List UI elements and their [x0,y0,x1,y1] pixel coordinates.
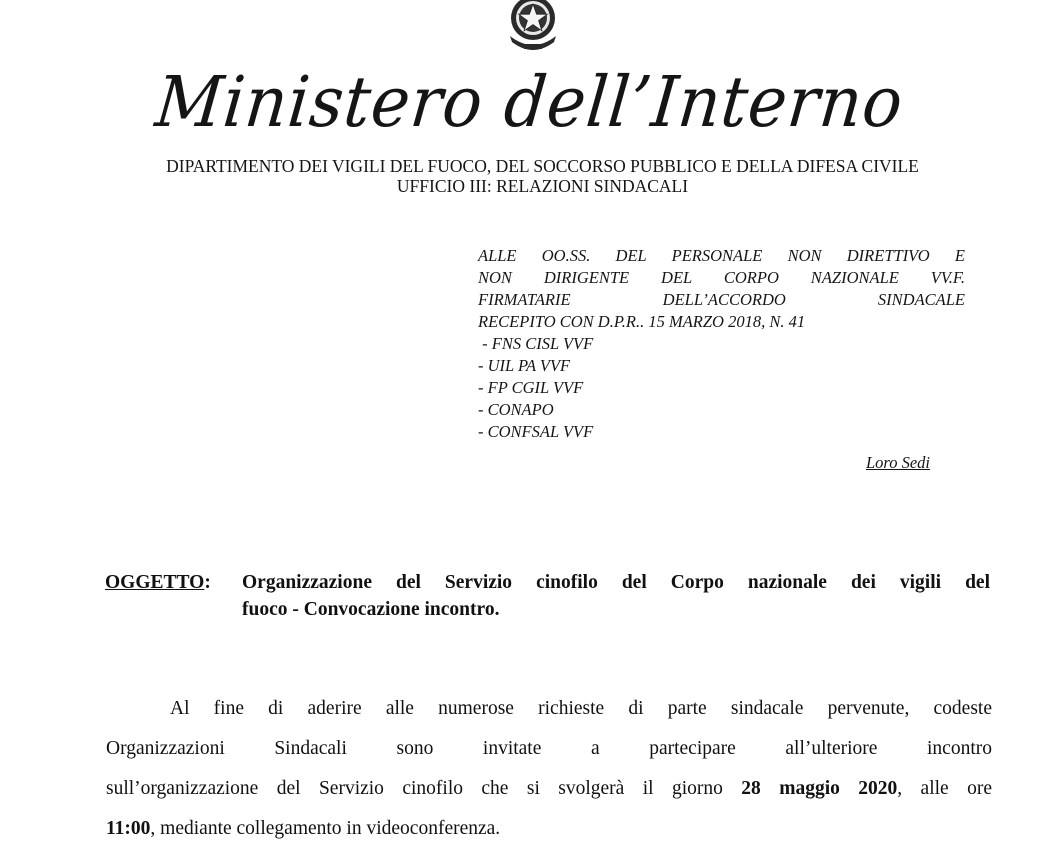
subject-label-text: OGGETTO [105,572,205,593]
body-line-3-text: sull’organizzazione del Servizio cinofilo che si svolgerà il giorno [106,778,723,799]
body-line-4-text: , mediante collegamento in videoconferenza. [150,818,501,839]
emblem-icon [500,0,566,58]
recipient-item: - FP CGIL VVF [478,378,584,397]
body-paragraph [106,689,992,849]
meeting-time: 11:00 [106,818,151,839]
recipient-item: - CONAPO [478,400,554,419]
recipients-block [478,245,965,443]
ministry-title: Ministero dell’Interno [152,61,908,143]
recipient-line: FIRMATARIE DELL’ACCORDO SINDACALE [478,290,965,309]
recipient-line: ALLE OO.SS. DEL PERSONALE NON DIRETTIVO E [478,246,965,265]
recipient-item: - UIL PA VVF [478,356,571,375]
meeting-date: 28 maggio 2020 [741,778,898,799]
body-line-3-end: , alle ore [897,778,992,799]
subject-line-2: fuoco - Convocazione incontro. [242,599,500,620]
recipient-item: - FNS CISL VVF [478,334,594,353]
recipient-line: RECEPITO CON D.P.R.. 15 MARZO 2018, N. 41 [478,312,806,331]
subject-line-1: Organizzazione del Servizio cinofilo del Corpo nazionale dei vigili del [242,572,990,593]
subject-label [105,572,211,594]
body-line-2: Organizzazioni Sindacali sono invitate a partecipare all’ulteriore incontro [106,738,992,759]
body-line-1: Al fine di aderire alle numerose richieste di parte sindacale pervenute, codeste [170,698,992,719]
loro-sedi: Loro Sedi [866,453,931,472]
subject-colon: : [204,572,211,593]
body-line-4 [106,809,992,849]
body-line-3 [106,769,992,809]
recipient-line: NON DIRIGENTE DEL CORPO NAZIONALE VV.F. [478,268,965,287]
department-name: DIPARTIMENTO DEI VIGILI DEL FUOCO, DEL SOCCORSO PUBBLICO E DELLA DIFESA CIVILE [166,156,919,176]
office-name: UFFICIO III: RELAZIONI SINDACALI [396,176,689,196]
recipient-item: - CONFSAL VVF [478,422,594,441]
